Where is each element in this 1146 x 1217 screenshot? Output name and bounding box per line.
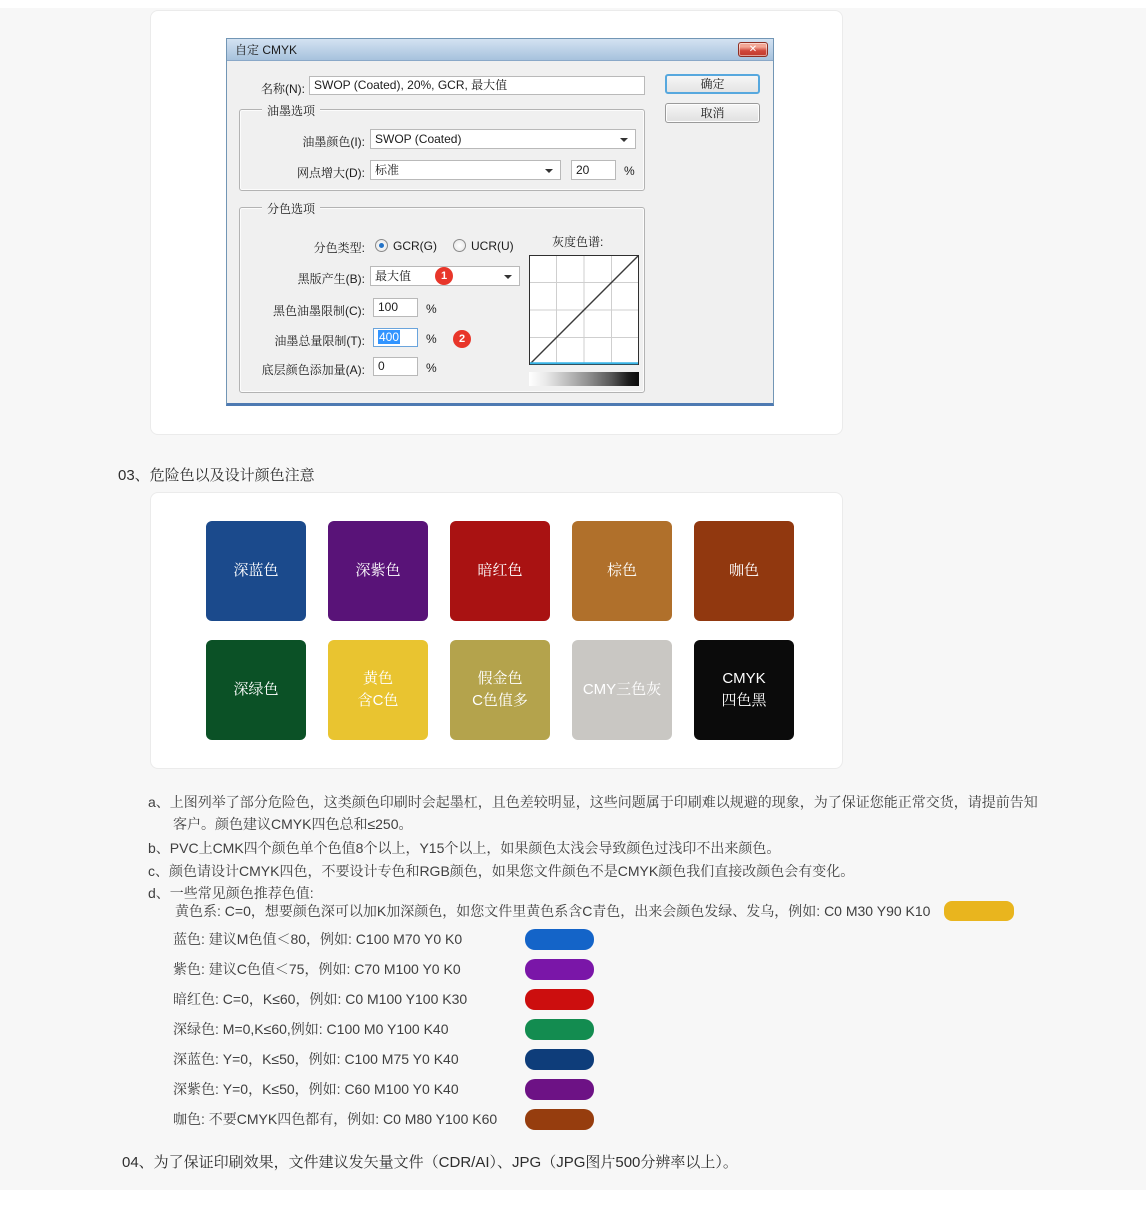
section-04-heading: 04、为了保证印刷效果，文件建议发矢量文件（CDR/AI）、JPG（JPG图片500分辨率以上）。 [122, 1154, 738, 1171]
color-sample-bar-coffee [525, 1109, 594, 1130]
percent-label: % [426, 332, 437, 346]
color-list-row [173, 1044, 594, 1074]
color-sample-bar-dark-blue [525, 1049, 594, 1070]
name-label: 名称(N): [261, 82, 305, 96]
color-swatch-dark-green: 深绿色 [206, 640, 306, 740]
color-list-row [173, 954, 594, 984]
color-swatch-cmy-gray: CMY三色灰 [572, 640, 672, 740]
gray-ramp-chart [529, 255, 639, 365]
color-list-row [173, 1014, 594, 1044]
color-sample-bar-yellow [944, 901, 1014, 921]
percent-label: % [426, 361, 437, 375]
separation-options-title: 分色选项 [262, 200, 320, 217]
total-ink-limit-input[interactable] [373, 328, 418, 347]
ucr-label: UCR(U) [471, 239, 514, 253]
ink-options-title: 油墨选项 [262, 102, 320, 119]
color-swatch-dark-red: 暗红色 [450, 521, 550, 621]
yellow-note-text: 黄色系: C=0，想要颜色深可以加K加深颜色，如您文件里黄色系含C青色，出来会颜色发绿、发乌，例如: C0 M30 Y90 K10 [175, 903, 931, 919]
close-button[interactable] [738, 42, 768, 57]
color-sample-bar-blue [525, 929, 594, 950]
dot-gain-value: 标准 [375, 163, 400, 177]
gcr-label: GCR(G) [393, 239, 437, 253]
note-a: a、上图列举了部分危险色，这类颜色印刷时会起墨杠，且色差较明显，这些问题属于印刷难以规避的现象，为了保证您能正常交货，请提前告知客户。颜色建议CMYK四色总和≤250。 [148, 794, 1038, 832]
dropdown-arrow-icon [545, 169, 553, 173]
color-list-row [173, 984, 594, 1014]
dialog-title: 自定 CMYK [235, 43, 298, 57]
color-list-row [173, 1074, 594, 1104]
ok-button[interactable]: 确定 [665, 74, 760, 94]
color-list-text: 深蓝色: Y=0，K≤50，例如: C100 M75 Y0 K40 [173, 1051, 459, 1067]
separation-options-group [239, 202, 645, 393]
color-swatch-yellow-c: 黄色 含C色 [328, 640, 428, 740]
swatch-row-2 [206, 640, 794, 740]
ink-options-group [239, 104, 645, 191]
color-list-row [173, 924, 594, 954]
gray-ramp-gradient [529, 372, 639, 386]
color-list-text: 深绿色: M=0,K≤60,例如: C100 M0 Y100 K40 [173, 1021, 449, 1037]
color-swatch-dark-purple: 深紫色 [328, 521, 428, 621]
selected-text: 400 [379, 330, 400, 344]
section-03-heading: 03、危险色以及设计颜色注意 [118, 467, 315, 484]
color-sample-bar-dark-green [525, 1019, 594, 1040]
name-input[interactable]: SWOP (Coated), 20%, GCR, 最大值 [309, 76, 645, 95]
color-sample-bar-dark-red [525, 989, 594, 1010]
black-ink-limit-label: 黑色油墨限制(C): [273, 304, 365, 318]
dropdown-arrow-icon [504, 275, 512, 279]
color-list-text: 深紫色: Y=0，K≤50，例如: C60 M100 Y0 K40 [173, 1081, 459, 1097]
ink-colors-label: 油墨颜色(I): [302, 135, 365, 149]
gray-ramp-label: 灰度色谱: [552, 235, 604, 249]
uca-amount-input[interactable]: 0 [373, 357, 418, 376]
total-ink-limit-label: 油墨总量限制(T): [274, 334, 365, 348]
color-list-row [173, 1104, 594, 1134]
uca-amount-label: 底层颜色添加量(A): [261, 363, 365, 377]
gcr-radio[interactable] [375, 239, 388, 252]
ucr-radio[interactable] [453, 239, 466, 252]
color-list-text: 紫色: 建议C色值＜75，例如: C70 M100 Y0 K0 [173, 961, 461, 977]
black-generation-label: 黑版产生(B): [297, 272, 365, 286]
dropdown-arrow-icon [620, 138, 628, 142]
color-swatch-coffee: 咖色 [694, 521, 794, 621]
dot-gain-select[interactable] [370, 160, 561, 180]
note-b: b、PVC上CMK四个颜色单个色值8个以上，Y15个以上，如果颜色太浅会导致颜色过浅印不出来颜色。 [148, 840, 781, 856]
black-generation-value: 最大值 [375, 269, 412, 283]
color-swatch-brown: 棕色 [572, 521, 672, 621]
color-sample-bar-purple [525, 959, 594, 980]
custom-cmyk-dialog [226, 38, 774, 406]
color-swatch-cmyk-black: CMYK 四色黑 [694, 640, 794, 740]
note-d: d、一些常见颜色推荐色值: [148, 885, 314, 901]
color-swatch-fake-gold: 假金色 C色值多 [450, 640, 550, 740]
color-list [173, 924, 594, 1134]
ink-colors-select[interactable] [370, 129, 636, 149]
percent-label: % [624, 164, 635, 178]
callout-2-badge: 2 [453, 330, 471, 348]
callout-1-badge: 1 [435, 267, 453, 285]
dialog-screenshot-card [150, 10, 843, 435]
separation-type-label: 分色类型: [313, 241, 365, 255]
ink-colors-value: SWOP (Coated) [375, 132, 462, 146]
percent-label: % [426, 302, 437, 316]
danger-colors-card [150, 492, 843, 769]
note-c: c、颜色请设计CMYK四色，不要设计专色和RGB颜色，如果您文件颜色不是CMYK颜色我们直接改颜色会有变化。 [148, 863, 855, 879]
swatch-row-1 [206, 521, 794, 621]
radio-dot-icon [379, 243, 384, 248]
black-ink-limit-input[interactable]: 100 [373, 298, 418, 317]
color-list-text: 蓝色: 建议M色值＜80，例如: C100 M70 Y0 K0 [173, 931, 463, 947]
dialog-titlebar [227, 39, 773, 61]
color-list-text: 咖色: 不要CMYK四色都有，例如: C0 M80 Y100 K60 [173, 1111, 498, 1127]
cancel-button[interactable]: 取消 [665, 103, 760, 123]
dot-gain-label: 网点增大(D): [297, 166, 365, 180]
color-sample-bar-dark-purple [525, 1079, 594, 1100]
color-swatch-dark-blue: 深蓝色 [206, 521, 306, 621]
color-list-text: 暗红色: C=0，K≤60，例如: C0 M100 Y100 K30 [173, 991, 468, 1007]
dot-gain-input[interactable]: 20 [571, 160, 616, 180]
close-icon: ✕ [748, 44, 758, 55]
yellow-note [175, 900, 1014, 922]
